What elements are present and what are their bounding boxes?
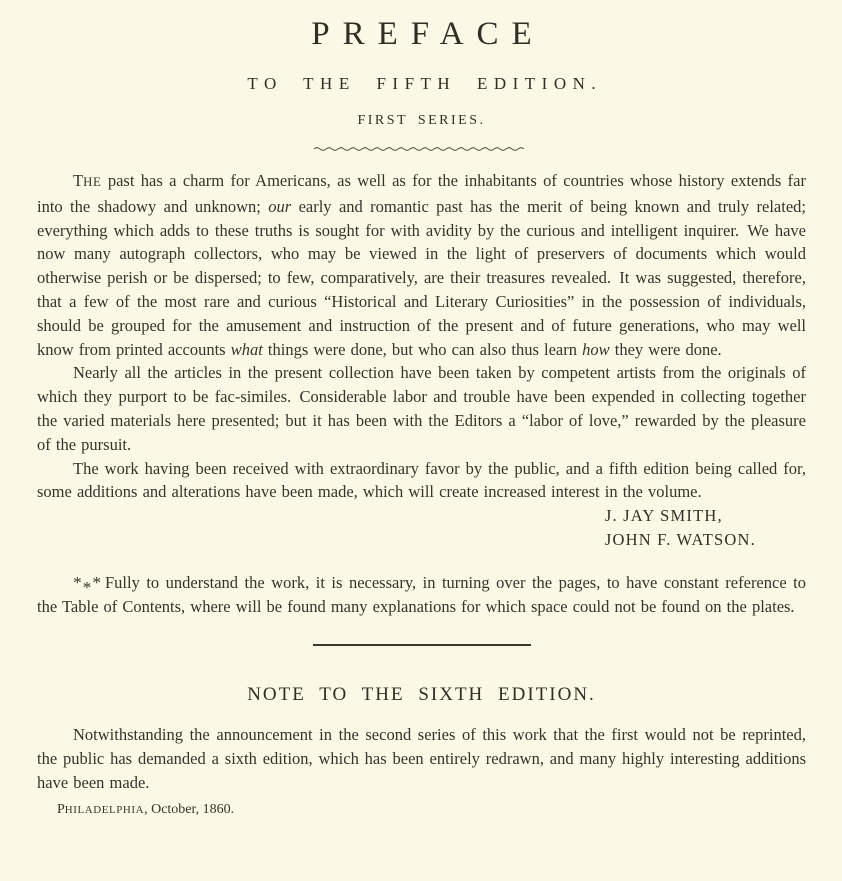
italic-run: how	[582, 339, 610, 359]
page-title: PREFACE	[311, 16, 545, 52]
signature-line: JOHN F. WATSON.	[604, 529, 756, 549]
lead-small-caps: HE	[83, 175, 102, 189]
text-run: early and romantic past has the merit of being known and truly related; everything which adds to these truths is sought for with avidity by the curious and intelligent inquirer. We have now many autograph collectors, who may be viewed in the light of preservers of documents which would otherwise perish or be dispersed; to few, comparatively, are their treasures revealed. It was suggested, therefore, that a few of the most rare and curious “Historical and Literary Curiosities” in the possession of individuals, should be grouped for the amusement and instruction of the present and of future generations, who may well know from printed accounts	[37, 196, 806, 359]
italic-run: what	[230, 339, 263, 359]
preface-paragraph-3: The work having been received with extraordinary favor by the public, and a fifth edition being called for, some additions and alterations have been made, which will create increased interest in the volume.	[37, 458, 806, 502]
signature-line: J. JAY SMITH,	[604, 506, 723, 526]
text-run: they were done.	[609, 339, 722, 359]
text-run: things were done, but who can also thus learn	[262, 339, 583, 359]
text-run: past has a charm for Americans, as well as for the inhabitants of countries whose history extends far into the shadowy and unknown;	[37, 171, 806, 216]
wavy-divider	[37, 145, 806, 153]
asterism-star: *	[92, 572, 102, 592]
footnote	[37, 571, 806, 619]
footnote-text: Fully to understand the work, it is necessary, in turning over the pages, to have constant reference to the Table of Contents, where will be found many explanations for which space could not be found on the plates.	[37, 572, 806, 616]
asterism-star: *	[82, 577, 93, 597]
lead-capital: T	[73, 171, 84, 190]
preface-paragraph-2: Nearly all the articles in the present collection have been taken by competent artists from the originals of which they purport to be fac-similes. Considerable labor and trouble have been expended in collecting together the varied materials here presented; but it has been with the Editors a “labor of love,” rewarded by the pleasure of the pursuit.	[37, 363, 806, 454]
signature-block	[605, 504, 756, 552]
note-paragraph: Notwithstanding the announcement in the second series of this work that the first would not be reprinted, the public has demanded a sixth edition, which has been entirely redrawn, and many highly interesting additions have been made.	[37, 725, 806, 792]
dateline-place-capital: P	[57, 801, 65, 817]
preface-paragraph-1	[37, 169, 806, 361]
wavy-divider-line	[312, 145, 532, 153]
note-heading: NOTE TO THE SIXTH EDITION.	[247, 684, 596, 706]
series-label: FIRST SERIES.	[357, 113, 486, 128]
dateline-place-small-caps: HILADELPHIA	[64, 803, 145, 816]
edition-subtitle: TO THE FIFTH EDITION.	[247, 74, 603, 93]
dateline-rest: , October, 1860.	[144, 801, 235, 817]
italic-run: our	[268, 196, 292, 216]
asterism-mark	[73, 572, 102, 597]
dateline	[57, 802, 806, 818]
asterism-star: *	[73, 572, 83, 592]
section-divider	[313, 644, 531, 646]
